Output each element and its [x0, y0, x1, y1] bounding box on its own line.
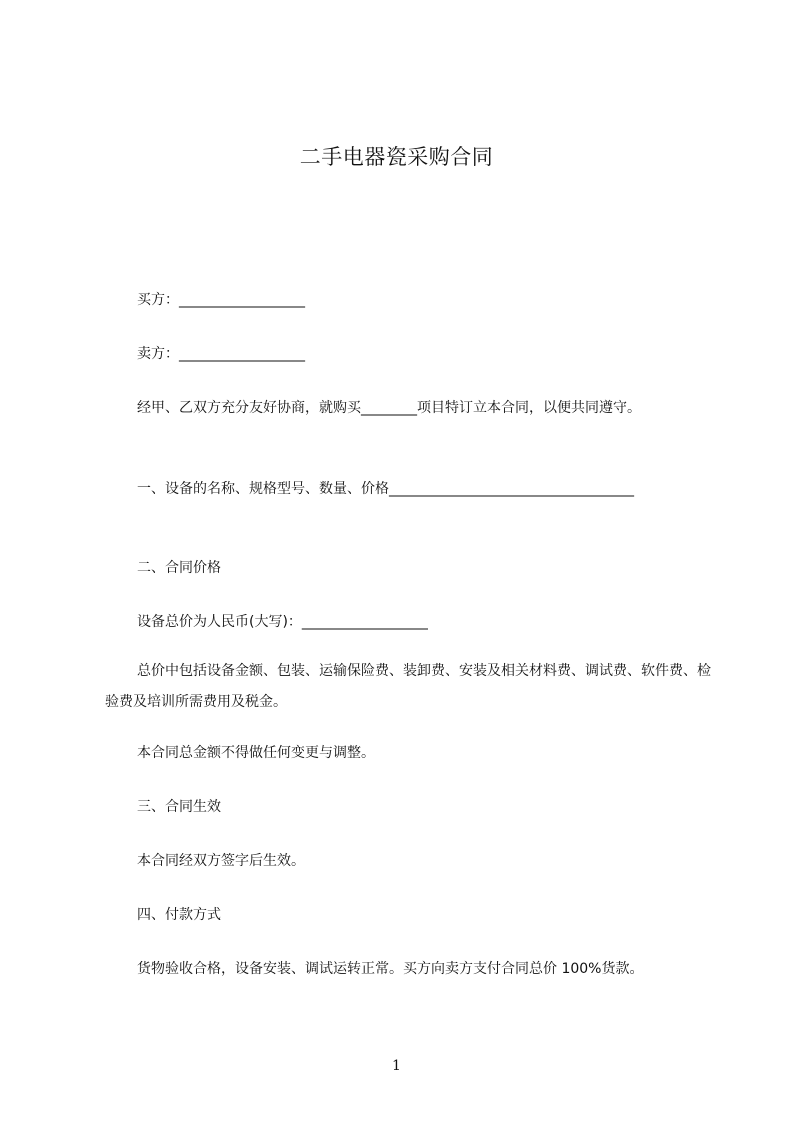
- section-4-heading: 四、付款方式: [137, 907, 221, 923]
- buyer-line: 买方：__________________: [137, 292, 305, 308]
- section-1-equipment: 一、设备的名称、规格型号、数量、价格___________________________________: [137, 481, 634, 497]
- section-3-heading: 三、合同生效: [137, 799, 221, 815]
- page-number: 1: [392, 1058, 401, 1074]
- document-title: 二手电器瓷采购合同: [299, 145, 494, 169]
- total-price-line: 设备总价为人民币(大写)：__________________: [137, 614, 428, 630]
- intro-paragraph: 经甲、乙双方充分友好协商，就购买________项目特订立本合同，以便共同遵守。: [137, 400, 641, 416]
- section-2-heading: 二、合同价格: [137, 560, 221, 576]
- payment-clause: 货物验收合格，设备安装、调试运转正常。买方向卖方支付合同总价 100%货款。: [137, 961, 644, 977]
- effective-clause: 本合同经双方签字后生效。: [137, 853, 305, 869]
- no-change-clause: 本合同总金额不得做任何变更与调整。: [137, 745, 375, 761]
- price-includes-paragraph: 总价中包括设备金额、包装、运输保险费、装卸费、安装及相关材料费、调试费、软件费、检验费及培训所需费用及税金。: [105, 663, 711, 710]
- seller-line: 卖方：__________________: [137, 346, 305, 362]
